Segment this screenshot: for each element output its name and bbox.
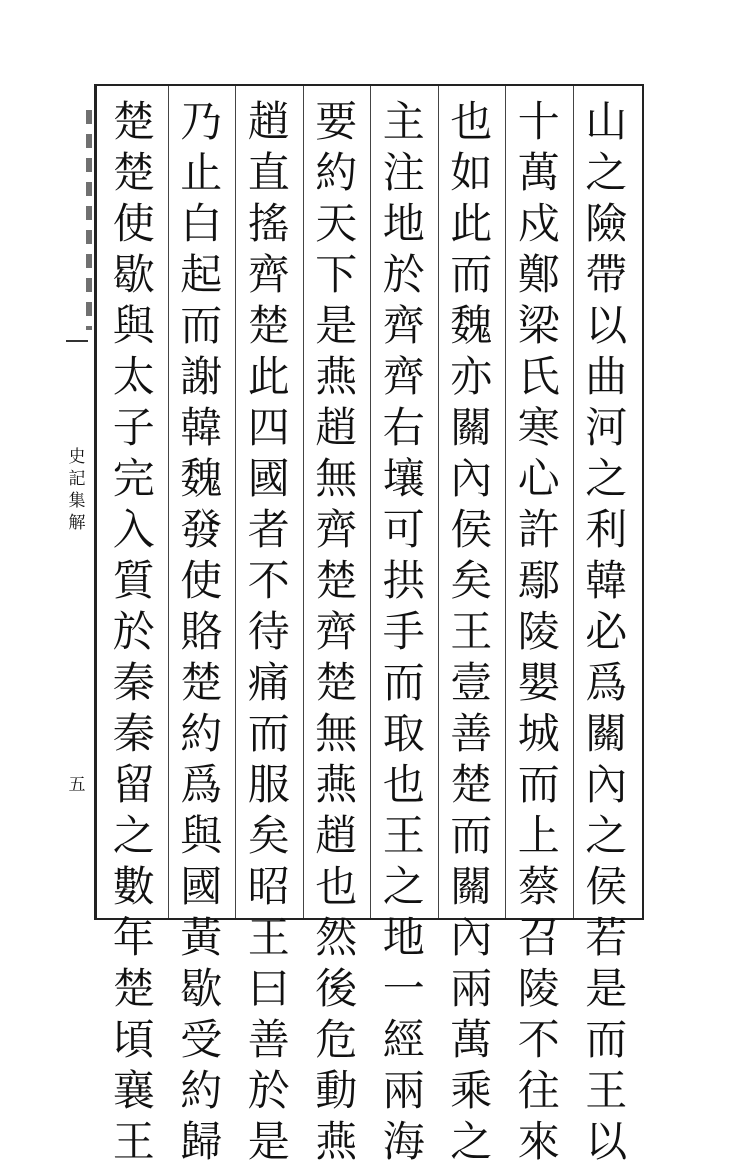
text-char: 城 (517, 709, 560, 758)
text-char: 後 (315, 964, 358, 1013)
text-char: 昭 (247, 862, 290, 911)
text-char: 召 (517, 913, 560, 962)
fishtail-mark (66, 340, 88, 352)
text-char: 內 (450, 454, 493, 503)
text-char: 如 (450, 148, 493, 197)
text-char: 使 (112, 199, 155, 248)
text-char: 蔡 (517, 862, 560, 911)
text-char: 鄢 (517, 556, 560, 605)
text-char: 關 (450, 403, 493, 452)
text-char: 此 (450, 199, 493, 248)
column-rule (303, 86, 304, 918)
text-char: 秦 (112, 658, 155, 707)
text-char: 王 (450, 607, 493, 656)
text-char: 完 (112, 454, 155, 503)
text-char: 陵 (517, 964, 560, 1013)
text-char: 地 (382, 199, 425, 248)
text-char: 曲 (585, 352, 628, 401)
text-char: 於 (382, 250, 425, 299)
text-char: 齊 (315, 505, 358, 554)
text-char: 楚 (112, 97, 155, 146)
text-column (310, 96, 362, 1166)
text-char: 魏 (450, 301, 493, 350)
text-char: 楚 (112, 964, 155, 1013)
text-char: 賂 (180, 607, 223, 656)
text-char: 矣 (247, 811, 290, 860)
text-char: 下 (315, 250, 358, 299)
text-char: 王 (112, 1117, 155, 1166)
text-char: 歇 (112, 250, 155, 299)
text-char: 手 (382, 607, 425, 656)
text-char: 要 (315, 97, 358, 146)
text-char: 國 (180, 862, 223, 911)
text-char: 約 (180, 709, 223, 758)
text-char: 之 (112, 811, 155, 860)
text-char: 內 (450, 913, 493, 962)
margin-decoration (86, 110, 92, 330)
text-char: 經 (382, 1015, 425, 1064)
text-char: 止 (180, 148, 223, 197)
text-char: 國 (247, 454, 290, 503)
text-column (108, 96, 160, 1166)
text-char: 楚 (112, 148, 155, 197)
margin-title-char: 記 (68, 469, 86, 489)
text-char: 以 (585, 1117, 628, 1166)
text-char: 歸 (180, 1117, 223, 1166)
text-char: 之 (585, 811, 628, 860)
text-column (175, 96, 227, 1166)
text-char: 善 (247, 1015, 290, 1064)
text-char: 以 (585, 301, 628, 350)
text-char: 王 (247, 913, 290, 962)
text-char: 齊 (247, 250, 290, 299)
text-char: 氏 (517, 352, 560, 401)
text-char: 危 (315, 1015, 358, 1064)
text-char: 白 (180, 199, 223, 248)
text-char: 陵 (517, 607, 560, 656)
text-column (513, 96, 565, 1166)
text-char: 受 (180, 1015, 223, 1064)
text-char: 韓 (585, 556, 628, 605)
text-char: 無 (315, 709, 358, 758)
text-char: 也 (382, 760, 425, 809)
text-char: 燕 (315, 1117, 358, 1166)
text-char: 可 (382, 505, 425, 554)
text-char: 與 (180, 811, 223, 860)
text-char: 約 (315, 148, 358, 197)
text-char: 鄭 (517, 250, 560, 299)
text-char: 搖 (247, 199, 290, 248)
text-char: 楚 (180, 658, 223, 707)
text-char: 留 (112, 760, 155, 809)
text-char: 楚 (315, 556, 358, 605)
text-char: 齊 (315, 607, 358, 656)
text-char: 之 (450, 1117, 493, 1166)
text-char: 子 (112, 403, 155, 452)
text-char: 主 (382, 97, 425, 146)
page-number: 五 (68, 775, 86, 795)
text-char: 乃 (180, 97, 223, 146)
text-char: 嬰 (517, 658, 560, 707)
text-char: 入 (112, 505, 155, 554)
text-char: 楚 (450, 760, 493, 809)
text-char: 河 (585, 403, 628, 452)
text-char: 謝 (180, 352, 223, 401)
text-char: 於 (247, 1066, 290, 1115)
text-char: 戍 (517, 199, 560, 248)
text-char: 必 (585, 607, 628, 656)
text-char: 萬 (517, 148, 560, 197)
text-char: 內 (585, 760, 628, 809)
text-char: 關 (585, 709, 628, 758)
text-char: 也 (450, 97, 493, 146)
text-char: 燕 (315, 760, 358, 809)
text-char: 而 (382, 658, 425, 707)
text-char: 許 (517, 505, 560, 554)
column-rule (438, 86, 439, 918)
text-char: 心 (517, 454, 560, 503)
text-char: 魏 (180, 454, 223, 503)
text-char: 不 (517, 1015, 560, 1064)
text-char: 而 (247, 709, 290, 758)
text-char: 險 (585, 199, 628, 248)
text-char: 右 (382, 403, 425, 452)
text-char: 十 (517, 97, 560, 146)
text-char: 然 (315, 913, 358, 962)
column-rule (573, 86, 574, 918)
text-char: 關 (450, 862, 493, 911)
text-char: 侯 (585, 862, 628, 911)
margin-title-char: 解 (68, 513, 86, 533)
text-char: 此 (247, 352, 290, 401)
text-char: 一 (382, 964, 425, 1013)
text-column (378, 96, 430, 1166)
text-char: 不 (247, 556, 290, 605)
column-rule (505, 86, 506, 918)
text-char: 注 (382, 148, 425, 197)
text-char: 動 (315, 1066, 358, 1115)
text-char: 往 (517, 1066, 560, 1115)
column-rule (168, 86, 169, 918)
text-char: 侯 (450, 505, 493, 554)
column-rule (235, 86, 236, 918)
text-char: 亦 (450, 352, 493, 401)
margin-title-char: 史 (68, 447, 86, 467)
text-char: 而 (517, 760, 560, 809)
text-char: 拱 (382, 556, 425, 605)
text-char: 質 (112, 556, 155, 605)
text-column (580, 96, 632, 1166)
text-char: 襄 (112, 1066, 155, 1115)
text-char: 待 (247, 607, 290, 656)
page-border-left (94, 84, 97, 920)
column-rule (370, 86, 371, 918)
text-char: 無 (315, 454, 358, 503)
text-char: 而 (450, 811, 493, 860)
text-char: 齊 (382, 301, 425, 350)
margin-title (64, 446, 90, 534)
text-char: 而 (450, 250, 493, 299)
text-char: 太 (112, 352, 155, 401)
text-char: 楚 (315, 658, 358, 707)
text-char: 趙 (247, 97, 290, 146)
text-char: 趙 (315, 811, 358, 860)
text-char: 歇 (180, 964, 223, 1013)
text-column (445, 96, 497, 1166)
text-char: 梁 (517, 301, 560, 350)
text-char: 直 (247, 148, 290, 197)
text-char: 帶 (585, 250, 628, 299)
text-char: 兩 (450, 964, 493, 1013)
text-char: 爲 (585, 658, 628, 707)
text-char: 於 (112, 607, 155, 656)
text-char: 萬 (450, 1015, 493, 1064)
text-char: 四 (247, 403, 290, 452)
text-char: 兩 (382, 1066, 425, 1115)
text-char: 趙 (315, 403, 358, 452)
text-char: 是 (585, 964, 628, 1013)
text-char: 之 (382, 862, 425, 911)
text-char: 痛 (247, 658, 290, 707)
text-char: 來 (517, 1117, 560, 1166)
text-char: 王 (585, 1066, 628, 1115)
text-char: 黃 (180, 913, 223, 962)
text-char: 服 (247, 760, 290, 809)
text-char: 起 (180, 250, 223, 299)
text-char: 曰 (247, 964, 290, 1013)
text-char: 者 (247, 505, 290, 554)
text-char: 矣 (450, 556, 493, 605)
text-char: 善 (450, 709, 493, 758)
text-char: 而 (585, 1015, 628, 1064)
text-char: 秦 (112, 709, 155, 758)
text-char: 壤 (382, 454, 425, 503)
text-char: 取 (382, 709, 425, 758)
text-char: 寒 (517, 403, 560, 452)
text-char: 發 (180, 505, 223, 554)
text-char: 天 (315, 199, 358, 248)
text-char: 也 (315, 862, 358, 911)
text-char: 是 (315, 301, 358, 350)
text-char: 上 (517, 811, 560, 860)
text-char: 燕 (315, 352, 358, 401)
text-char: 若 (585, 913, 628, 962)
text-char: 海 (382, 1117, 425, 1166)
text-char: 之 (585, 454, 628, 503)
text-char: 乘 (450, 1066, 493, 1115)
text-char: 王 (382, 811, 425, 860)
text-char: 約 (180, 1066, 223, 1115)
text-char: 山 (585, 97, 628, 146)
text-column (243, 96, 295, 1166)
text-char: 使 (180, 556, 223, 605)
text-char: 爲 (180, 760, 223, 809)
text-char: 壹 (450, 658, 493, 707)
text-char: 是 (247, 1117, 290, 1166)
text-char: 數 (112, 862, 155, 911)
text-char: 年 (112, 913, 155, 962)
text-char: 韓 (180, 403, 223, 452)
text-char: 之 (585, 148, 628, 197)
text-char: 頃 (112, 1015, 155, 1064)
text-char: 利 (585, 505, 628, 554)
text-char: 與 (112, 301, 155, 350)
text-char: 楚 (247, 301, 290, 350)
text-char: 齊 (382, 352, 425, 401)
text-char: 地 (382, 913, 425, 962)
margin-title-char: 集 (68, 491, 86, 511)
text-char: 而 (180, 301, 223, 350)
